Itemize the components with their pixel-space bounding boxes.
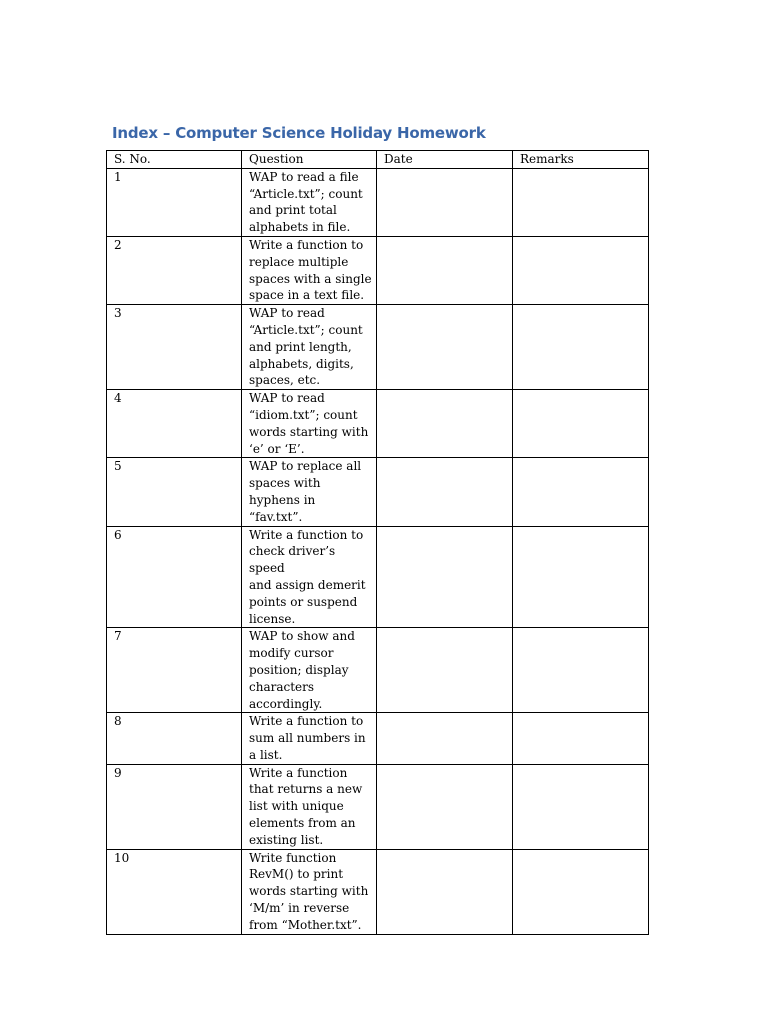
table-row (107, 526, 649, 628)
table-header-row (107, 151, 649, 169)
table-body (107, 168, 649, 934)
serial-number-cell: 8 (107, 713, 242, 764)
table-row (107, 236, 649, 304)
table-row (107, 458, 649, 526)
remarks-cell (513, 526, 649, 628)
question-cell: WAP to replace all spaces with hyphens in “fav.txt”. (242, 458, 377, 526)
serial-number-cell: 1 (107, 168, 242, 236)
question-cell: WAP to read “idiom.txt”; count words starting with ‘e’ or ‘E’. (242, 390, 377, 458)
remarks-cell (513, 764, 649, 849)
serial-number-cell: 7 (107, 628, 242, 713)
table-row (107, 764, 649, 849)
table-row (107, 390, 649, 458)
table-row (107, 713, 649, 764)
remarks-cell (513, 458, 649, 526)
serial-number-cell: 9 (107, 764, 242, 849)
remarks-cell (513, 713, 649, 764)
serial-number-cell: 3 (107, 305, 242, 390)
question-cell: Write a function that returns a new list with unique elements from an existing list. (242, 764, 377, 849)
table-row (107, 628, 649, 713)
date-cell (377, 713, 513, 764)
remarks-cell (513, 305, 649, 390)
serial-number-cell: 6 (107, 526, 242, 628)
question-cell: WAP to read “Article.txt”; count and print length, alphabets, digits, spaces, etc. (242, 305, 377, 390)
serial-number-cell: 4 (107, 390, 242, 458)
remarks-cell (513, 236, 649, 304)
question-cell: Write function RevM() to print words starting with ‘M/m’ in reverse from “Mother.txt”. (242, 849, 377, 934)
header-date: Date (377, 151, 513, 169)
serial-number-cell: 10 (107, 849, 242, 934)
date-cell (377, 764, 513, 849)
date-cell (377, 628, 513, 713)
header-serial-number: S. No. (107, 151, 242, 169)
date-cell (377, 236, 513, 304)
date-cell (377, 526, 513, 628)
question-cell: Write a function to check driver’s speed and assign demerit points or suspend license. (242, 526, 377, 628)
remarks-cell (513, 849, 649, 934)
serial-number-cell: 5 (107, 458, 242, 526)
table-row (107, 168, 649, 236)
question-cell: WAP to show and modify cursor position; display characters accordingly. (242, 628, 377, 713)
date-cell (377, 305, 513, 390)
question-cell: Write a function to replace multiple spaces with a single space in a text file. (242, 236, 377, 304)
remarks-cell (513, 168, 649, 236)
document-title: Index – Computer Science Holiday Homework (112, 124, 486, 142)
date-cell (377, 458, 513, 526)
homework-index-table (106, 150, 649, 935)
table-row (107, 305, 649, 390)
date-cell (377, 168, 513, 236)
header-question: Question (242, 151, 377, 169)
remarks-cell (513, 390, 649, 458)
remarks-cell (513, 628, 649, 713)
question-cell: Write a function to sum all numbers in a list. (242, 713, 377, 764)
date-cell (377, 390, 513, 458)
serial-number-cell: 2 (107, 236, 242, 304)
header-remarks: Remarks (513, 151, 649, 169)
date-cell (377, 849, 513, 934)
question-cell: WAP to read a file “Article.txt”; count and print total alphabets in file. (242, 168, 377, 236)
table-row (107, 849, 649, 934)
